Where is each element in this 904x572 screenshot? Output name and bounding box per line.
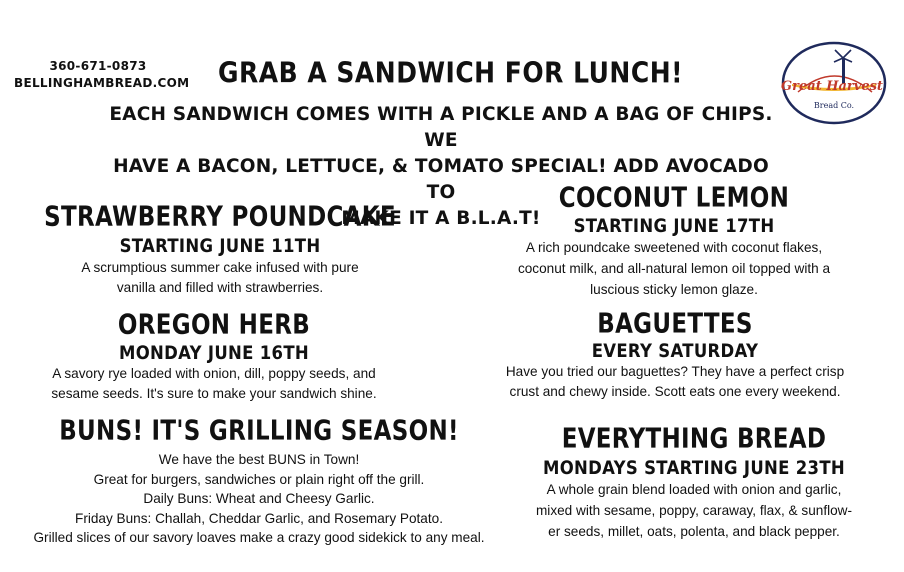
buns-section xyxy=(4,415,514,548)
desc-line: vanilla and filled with strawberries. xyxy=(116,280,324,295)
desc-line: A rich poundcake sweetened with coconut flakes, xyxy=(525,240,823,255)
intro-line-3: MAKE IT A B.L.A.T! xyxy=(341,208,541,229)
item-subtitle: MONDAY JUNE 16TH xyxy=(118,341,310,364)
item-subtitle: EVERY SATURDAY xyxy=(591,339,759,362)
item-description xyxy=(475,362,875,402)
coconut-lemon-section xyxy=(474,182,874,300)
page-headline: GRAB A SANDWICH FOR LUNCH! xyxy=(218,55,684,90)
item-title: BAGUETTES xyxy=(597,308,753,340)
desc-line: We have the best BUNS in Town! xyxy=(158,452,360,467)
intro-line-1: EACH SANDWICH COMES WITH A PICKLE AND A BAG OF CHIPS. WE xyxy=(109,104,773,151)
item-subtitle: STARTING JUNE 17TH xyxy=(573,214,775,237)
logo-wordmark: Great Harvest xyxy=(781,79,883,94)
baguettes-section xyxy=(475,308,875,402)
desc-line: mixed with sesame, poppy, caraway, flax, & sunflow- xyxy=(535,503,853,518)
desc-line: Have you tried our baguettes? They have a perfect crisp xyxy=(505,364,845,379)
desc-line: A whole grain blend loaded with onion and garlic, xyxy=(546,482,842,497)
item-description xyxy=(4,450,514,548)
desc-line: Friday Buns: Challah, Cheddar Garlic, and Rosemary Potato. xyxy=(75,510,443,526)
strawberry-poundcake-section xyxy=(20,201,420,298)
item-description xyxy=(474,237,874,300)
item-subtitle: STARTING JUNE 11TH xyxy=(119,234,321,257)
item-description xyxy=(14,364,414,404)
everything-bread-section xyxy=(494,423,894,542)
phone-number: 360-671-0873 xyxy=(49,59,147,73)
great-harvest-logo xyxy=(780,40,888,126)
item-title: STRAWBERRY POUNDCAKE xyxy=(44,201,396,233)
item-title: BUNS! IT'S GRILLING SEASON! xyxy=(59,415,459,447)
item-subtitle: MONDAYS STARTING JUNE 23TH xyxy=(543,456,845,479)
item-title: EVERYTHING BREAD xyxy=(561,423,827,455)
contact-block xyxy=(14,58,190,92)
desc-line: Grilled slices of our savory loaves make a crazy good sidekick to any meal. xyxy=(33,530,485,545)
desc-line: coconut milk, and all-natural lemon oil topped with a xyxy=(517,261,831,276)
desc-line: luscious sticky lemon glaze. xyxy=(590,282,758,297)
desc-line: er seeds, millet, oats, polenta, and black pepper. xyxy=(548,524,840,539)
desc-line: Daily Buns: Wheat and Cheesy Garlic. xyxy=(143,491,375,506)
desc-line: Great for burgers, sandwiches or plain right off the grill. xyxy=(93,471,425,487)
item-description xyxy=(494,479,894,542)
logo-subtext: Bread Co. xyxy=(813,101,855,110)
item-description xyxy=(20,258,420,298)
website-link[interactable]: BELLINGHAMBREAD.COM xyxy=(14,76,190,90)
desc-line: sesame seeds. It's sure to make your sandwich shine. xyxy=(51,386,377,401)
intro-line-2: HAVE A BACON, LETTUCE, & TOMATO SPECIAL! ADD AVOCADO TO xyxy=(113,156,769,203)
desc-line: crust and chewy inside. Scott eats one every weekend. xyxy=(509,384,841,399)
item-title: OREGON HERB xyxy=(117,309,311,341)
desc-line: A scrumptious summer cake infused with pure xyxy=(81,260,359,275)
desc-line: A savory rye loaded with onion, dill, poppy seeds, and xyxy=(52,366,376,381)
item-title: COCONUT LEMON xyxy=(558,182,790,214)
oregon-herb-section xyxy=(14,309,414,404)
